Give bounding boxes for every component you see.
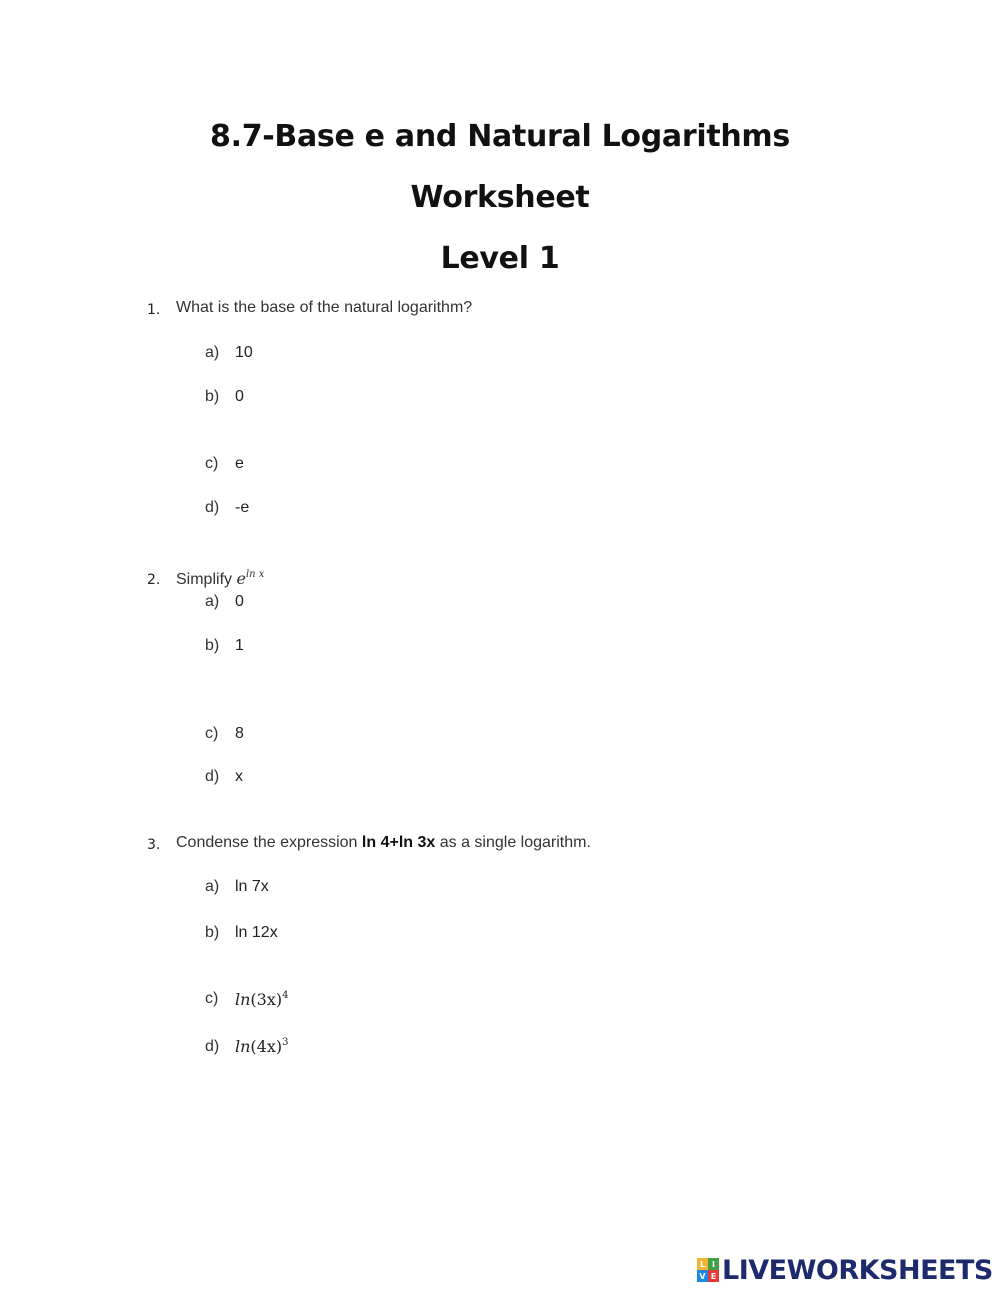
option-letter: d): [205, 1038, 220, 1055]
math-expression: [236, 569, 264, 588]
option-letter: a): [205, 344, 220, 361]
question-number: 2.: [147, 572, 161, 588]
expr-base: e: [236, 569, 246, 588]
option-letter: c): [205, 455, 219, 472]
badge-cell: I: [708, 1258, 719, 1270]
math-exponent: 3: [282, 1037, 289, 1048]
answer-option-d[interactable]: [235, 1037, 288, 1056]
question-text-prefix: Simplify: [176, 571, 233, 588]
answer-option-b[interactable]: 1: [235, 637, 244, 654]
answer-option-a[interactable]: 0: [235, 593, 244, 610]
answer-option-b[interactable]: ln 12x: [235, 924, 278, 941]
badge-cell: V: [697, 1270, 708, 1282]
question-number: 1.: [147, 302, 161, 318]
answer-option-c[interactable]: e: [235, 455, 244, 472]
worksheet-level: Level 1: [440, 241, 560, 276]
math-arg: (3x): [250, 990, 283, 1009]
worksheet-subtitle: Worksheet: [410, 180, 590, 215]
answer-option-c[interactable]: 8: [235, 725, 244, 742]
question-text-bold: ln 4+ln 3x: [361, 834, 436, 851]
question-text: [176, 834, 591, 852]
answer-option-b[interactable]: 0: [235, 388, 244, 405]
question-text: [176, 569, 264, 589]
option-letter: b): [205, 388, 220, 405]
option-letter: d): [205, 499, 220, 516]
liveworksheets-logo[interactable]: [697, 1254, 993, 1286]
badge-cell: L: [697, 1258, 708, 1270]
answer-option-d[interactable]: -e: [235, 499, 250, 516]
logo-wordmark: LIVEWORKSHEETS: [722, 1254, 993, 1286]
math-fn: ln: [235, 1037, 251, 1056]
question-text: What is the base of the natural logarithm?: [176, 299, 473, 316]
option-letter: c): [205, 990, 219, 1007]
math-fn: ln: [235, 990, 251, 1009]
math-exponent: 4: [282, 990, 289, 1001]
question-text-before: Condense the expression: [176, 834, 358, 851]
question-text-after: as a single logarithm.: [439, 834, 591, 851]
option-letter: b): [205, 637, 220, 654]
option-letter: a): [205, 593, 220, 610]
expr-exponent: ln x: [245, 569, 265, 580]
math-arg: (4x): [250, 1037, 283, 1056]
badge-cell: E: [708, 1270, 719, 1282]
answer-option-a[interactable]: ln 7x: [235, 878, 269, 895]
worksheet-title: 8.7-Base e and Natural Logarithms: [210, 119, 790, 154]
answer-option-d[interactable]: x: [235, 768, 243, 785]
option-letter: a): [205, 878, 220, 895]
option-letter: d): [205, 768, 220, 785]
logo-badge-icon: [697, 1258, 719, 1282]
option-letter: c): [205, 725, 219, 742]
answer-option-a[interactable]: 10: [235, 344, 253, 361]
answer-option-c[interactable]: [235, 990, 288, 1009]
option-letter: b): [205, 924, 220, 941]
question-number: 3.: [147, 837, 161, 853]
